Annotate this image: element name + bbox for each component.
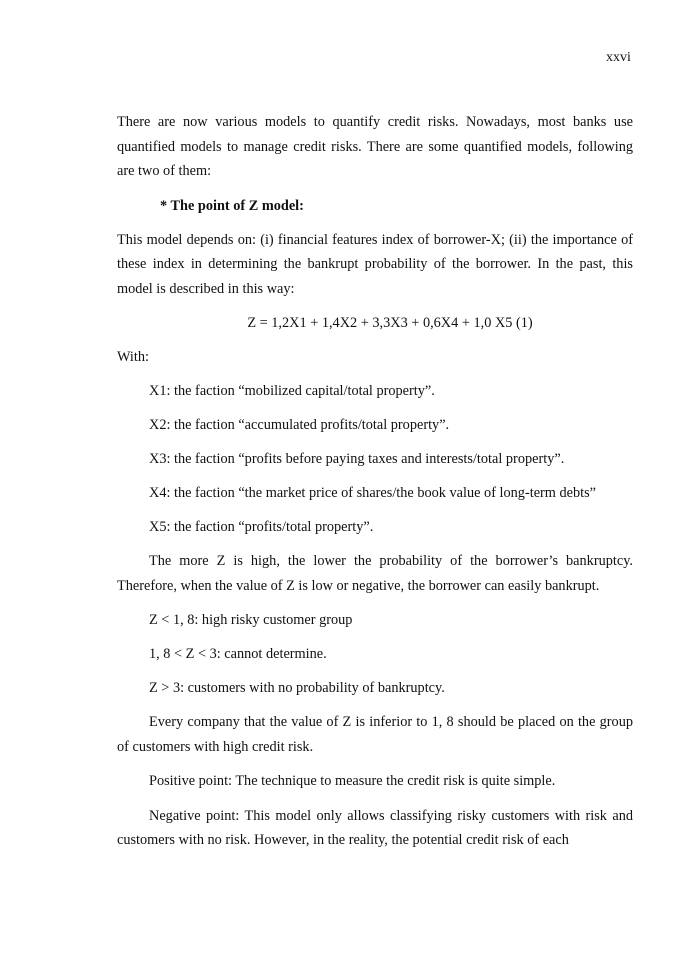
negative-point: Negative point: This model only allows classifying risky customers with risk and customers with no risk. However, in the reality, the potential credit risk of each: [117, 807, 633, 848]
range-mid: 1, 8 < Z < 3: cannot determine.: [149, 646, 327, 662]
document-body: [117, 110, 633, 853]
variable-x3: X3: the faction “profits before paying taxes and interests/total property”.: [149, 451, 565, 467]
variable-x4: X4: the faction “the market price of shares/the book value of long-term debts”: [149, 485, 597, 501]
model-description-paragraph: This model depends on: (i) financial features index of borrower-X; (ii) the importance of these index in determining the bankrupt probability of the borrower. In the past, this model is described in this way:: [117, 231, 633, 297]
variable-x5: X5: the faction “profits/total property”.: [149, 519, 374, 535]
positive-point: Positive point: The technique to measure the credit risk is quite simple.: [149, 773, 556, 789]
z-formula: Z = 1,2X1 + 1,4X2 + 3,3X3 + 0,6X4 + 1,0 X5 (1): [247, 315, 533, 331]
section-heading: * The point of Z model:: [160, 197, 304, 214]
with-label: With:: [117, 349, 149, 365]
classification-paragraph: Every company that the value of Z is inferior to 1, 8 should be placed on the group of customers with high credit risk.: [117, 714, 633, 755]
variable-x2: X2: the faction “accumulated profits/total property”.: [149, 417, 450, 433]
variable-x1: X1: the faction “mobilized capital/total property”.: [149, 383, 435, 399]
interpretation-paragraph: The more Z is high, the lower the probability of the borrower’s bankruptcy. Therefore, when the value of Z is low or negative, the borrower can easily bankrupt.: [117, 553, 633, 594]
range-high: Z > 3: customers with no probability of bankruptcy.: [149, 680, 445, 696]
page-number: xxvi: [606, 50, 631, 65]
intro-paragraph: There are now various models to quantify credit risks. Nowadays, most banks use quantified models to manage credit risks. There are some quantified models, following are two of them:: [117, 114, 633, 179]
range-low: Z < 1, 8: high risky customer group: [149, 612, 353, 628]
